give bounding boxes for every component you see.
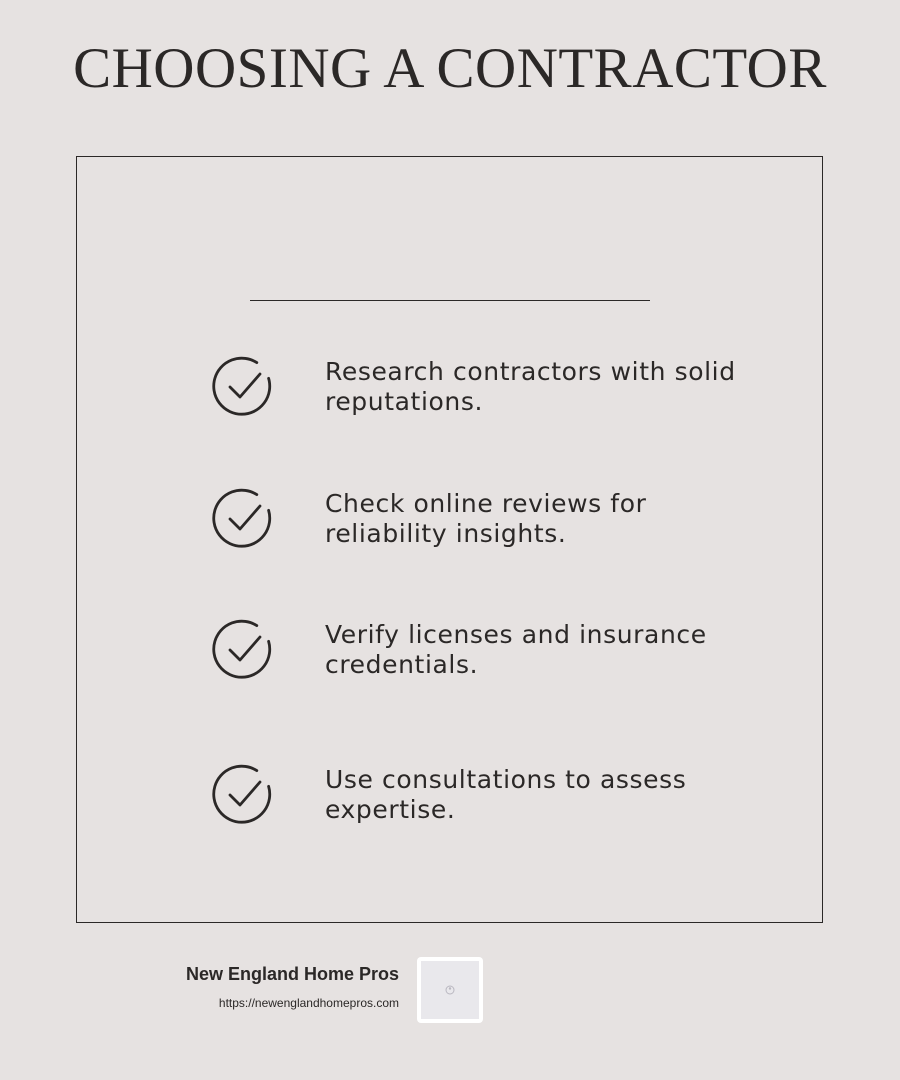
brand-logo[interactable] <box>417 957 483 1023</box>
check-circle-icon <box>212 488 274 550</box>
brand-url-link[interactable]: https://newenglandhomepros.com <box>218 996 399 1010</box>
checklist-item <box>212 619 772 681</box>
checklist-item <box>212 488 772 550</box>
checklist-item-text: Check online reviews for reliability insights. <box>325 489 647 548</box>
check-circle-icon <box>212 619 274 681</box>
brand-logo-icon <box>443 983 457 997</box>
checklist-item-text: Use consultations to assess expertise. <box>325 765 687 824</box>
divider <box>250 300 650 301</box>
brand-logo-frame <box>421 961 479 1019</box>
page-title: CHOOSING A CONTRACTOR <box>73 37 827 100</box>
checklist-item-text: Verify licenses and insurance credentials. <box>325 620 707 679</box>
checklist-item <box>212 356 772 418</box>
check-circle-icon <box>212 356 274 418</box>
check-circle-icon <box>212 764 274 826</box>
checklist-item <box>212 764 772 826</box>
brand-name: New England Home Pros <box>185 964 399 984</box>
checklist-item-text: Research contractors with solid reputations. <box>325 357 736 416</box>
